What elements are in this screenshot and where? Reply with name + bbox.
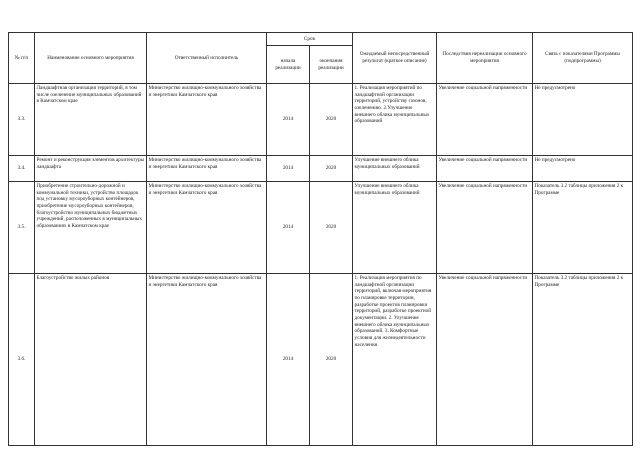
expected-result: Улучшение внешнего облика муниципальных образований	[353, 156, 437, 182]
table-row	[9, 156, 633, 182]
program-measures-table	[8, 32, 633, 446]
consequence: Увеличение социальной напряженности	[437, 84, 533, 156]
executor: Министерство жилищно-коммунального хозяйства и энергетики Камчатского края	[147, 182, 267, 274]
start-year: 2014	[267, 156, 310, 182]
end-year: 2020	[310, 84, 353, 156]
row-number: 3.5.	[9, 182, 35, 274]
start-year: 2014	[267, 274, 310, 446]
end-year: 2020	[310, 156, 353, 182]
table-row	[9, 182, 633, 274]
table-row	[9, 84, 633, 156]
header-link-indicators: Связь с показателями Программы (подпрограммы)	[533, 33, 633, 84]
expected-result: Улучшение внешнего облика муниципальных образований	[353, 182, 437, 274]
header-executor: Ответственный исполнитель	[147, 33, 267, 84]
executor: Министерство жилищно-коммунального хозяйства и энергетики Камчатского края	[147, 84, 267, 156]
executor: Министерство жилищно-коммунального хозяйства и энергетики Камчатского края	[147, 274, 267, 446]
expected-result: 1. Реализация мероприятия по ландшафтной организации территорий, включая мероприятия по планировке территории, разработке проектов планировки территорий, разработке проектной документации. 2. Улучшение внешнего облика муниципальных образований. 3. Комфортные условия для жизнедеятельности населения	[353, 274, 437, 446]
row-number: 3.6.	[9, 274, 35, 446]
executor: Министерство жилищно-коммунального хозяйства и энергетики Камчатского края	[147, 156, 267, 182]
header-end: окончания реализации	[310, 46, 353, 84]
consequence: Увеличение социальной напряженности	[437, 156, 533, 182]
indicator-link: Не предусмотрено	[533, 156, 633, 182]
header-term: Срок	[267, 33, 353, 46]
start-year: 2014	[267, 84, 310, 156]
end-year: 2020	[310, 274, 353, 446]
start-year: 2014	[267, 182, 310, 274]
indicator-link: Не предусмотрено	[533, 84, 633, 156]
header-measure-name: Наименование основного мероприятия	[35, 33, 147, 84]
row-number: 3.3.	[9, 84, 35, 156]
row-number: 3.4.	[9, 156, 35, 182]
consequence: Увеличение социальной напряженности	[437, 182, 533, 274]
measure-name: Ландшафтная организация территорий, в том числе озеленение муниципальных образований в Камчатском крае	[35, 84, 147, 156]
measure-name: Благоустройство жилых районов	[35, 274, 147, 446]
table-row	[9, 274, 633, 446]
header-start: начала реализации	[267, 46, 310, 84]
header-expected-result: Ожидаемый непосредственный результат (краткое описание)	[353, 33, 437, 84]
indicator-link: Показатель 3.2 таблицы приложения 2 к Программе	[533, 182, 633, 274]
expected-result: 1. Реализация мероприятий по ландшафтной организации территорий, устройству газонов, озеленению. 2.Улучшение внешнего облика муниципальных образований	[353, 84, 437, 156]
consequence: Увеличение социальной напряженности	[437, 274, 533, 446]
end-year: 2020	[310, 182, 353, 274]
header-consequence: Последствия нереализации основного мероприятия	[437, 33, 533, 84]
measure-name: Ремонт и реконструкция элементов архитектуры ландшафта	[35, 156, 147, 182]
indicator-link: Показатель 3.2 таблицы приложения 2 к Программе	[533, 274, 633, 446]
header-no: № п/п	[9, 33, 35, 84]
measure-name: Приобретение строительно-дорожной и коммунальной техники, устройство площадок под установку мусороуборных контейнеров, приобретение мусороуборных контейнеров, благоустройство муниципальных бюджетных учреждений, расположенных в муниципальных образованиях в Камчатском крае	[35, 182, 147, 274]
